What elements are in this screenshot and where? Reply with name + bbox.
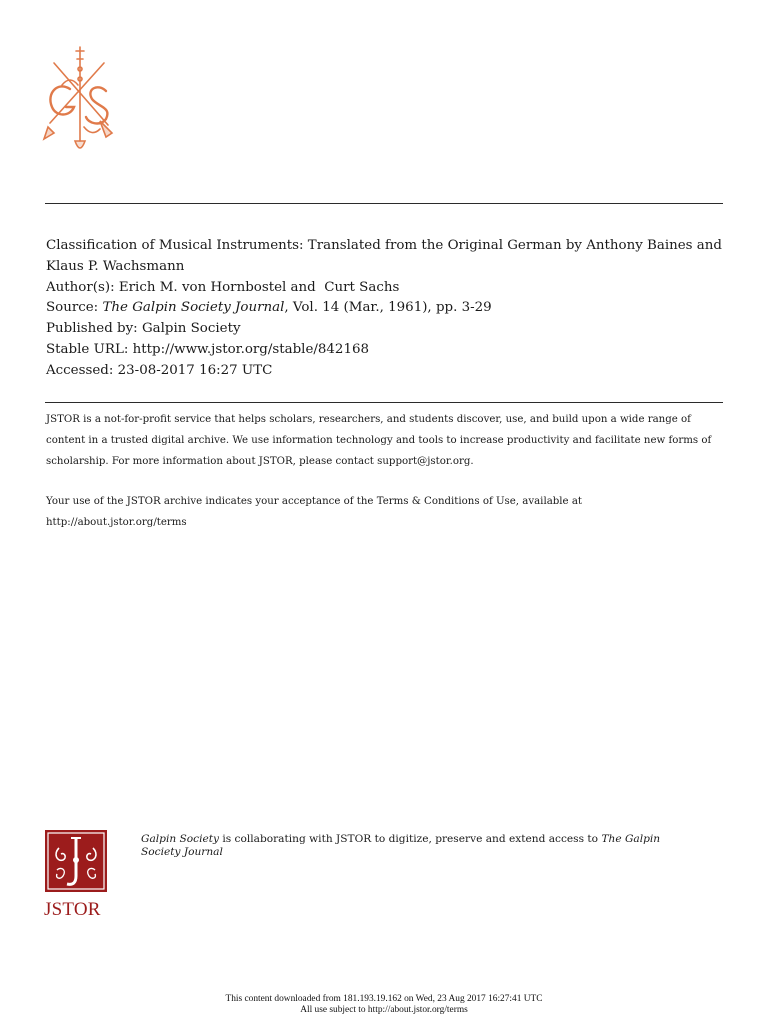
authors-line: [46, 278, 726, 299]
collaboration-statement: [141, 833, 681, 859]
accessed-value: 23-08-2017 16:27 UTC: [117, 362, 273, 378]
accessed-label: Accessed:: [46, 362, 114, 378]
source-label: Source:: [46, 300, 99, 316]
citation-block: [46, 236, 726, 382]
galpin-society-monogram-icon: [40, 45, 120, 157]
authors-label: Author(s):: [46, 279, 115, 295]
top-divider: [45, 203, 723, 204]
stable-url-label: Stable URL:: [46, 341, 129, 357]
stable-url-line: [46, 340, 726, 361]
journal-name: The Galpin Society Journal: [141, 833, 661, 858]
middle-divider: [45, 402, 723, 403]
terms-text: Your use of the JSTOR archive indicates your acceptance of the Terms & Conditions of Use, available at: [46, 495, 582, 507]
publisher-label: Published by:: [46, 321, 138, 337]
footer-download-line: This content downloaded from 181.193.19.162 on Wed, 23 Aug 2017 16:27:41 UTC: [225, 994, 543, 1004]
source-journal: The Galpin Society Journal: [102, 300, 285, 316]
jstor-wordmark: JSTOR: [44, 899, 101, 920]
authors-value: Erich M. von Hornbostel and Curt Sachs: [118, 279, 400, 295]
collaboration-text: is collaborating with JSTOR to digitize, preserve and extend access to: [219, 833, 602, 845]
accessed-line: [46, 361, 726, 382]
jstor-ornament-icon: [45, 830, 107, 892]
terms-link[interactable]: http://about.jstor.org/terms: [46, 516, 187, 528]
publisher-line: [46, 319, 726, 340]
article-title: Classification of Musical Instruments: Translated from the Original German by Anthony Baines and Klaus P. Wachsmann: [46, 238, 722, 274]
publisher-value: Galpin Society: [141, 321, 241, 337]
source-details: , Vol. 14 (Mar., 1961), pp. 3-29: [284, 300, 492, 316]
about-paragraph: JSTOR is a not-for-profit service that helps scholars, researchers, and students discover, use, and build upon a wide range of content in a trusted digital archive. We use information technology and tools to increase productivity and facilitate new forms of scholarship. For more information about JSTOR, please contact support@jstor.org.: [46, 414, 712, 467]
terms-paragraph: [46, 492, 721, 534]
footer-terms-line: All use subject to http://about.jstor.org/terms: [300, 1005, 468, 1015]
society-name: Galpin Society: [141, 833, 219, 845]
download-footer: [0, 994, 768, 1016]
jstor-about: [46, 410, 721, 533]
source-line: [46, 298, 726, 319]
stable-url-link[interactable]: http://www.jstor.org/stable/842168: [132, 341, 370, 357]
